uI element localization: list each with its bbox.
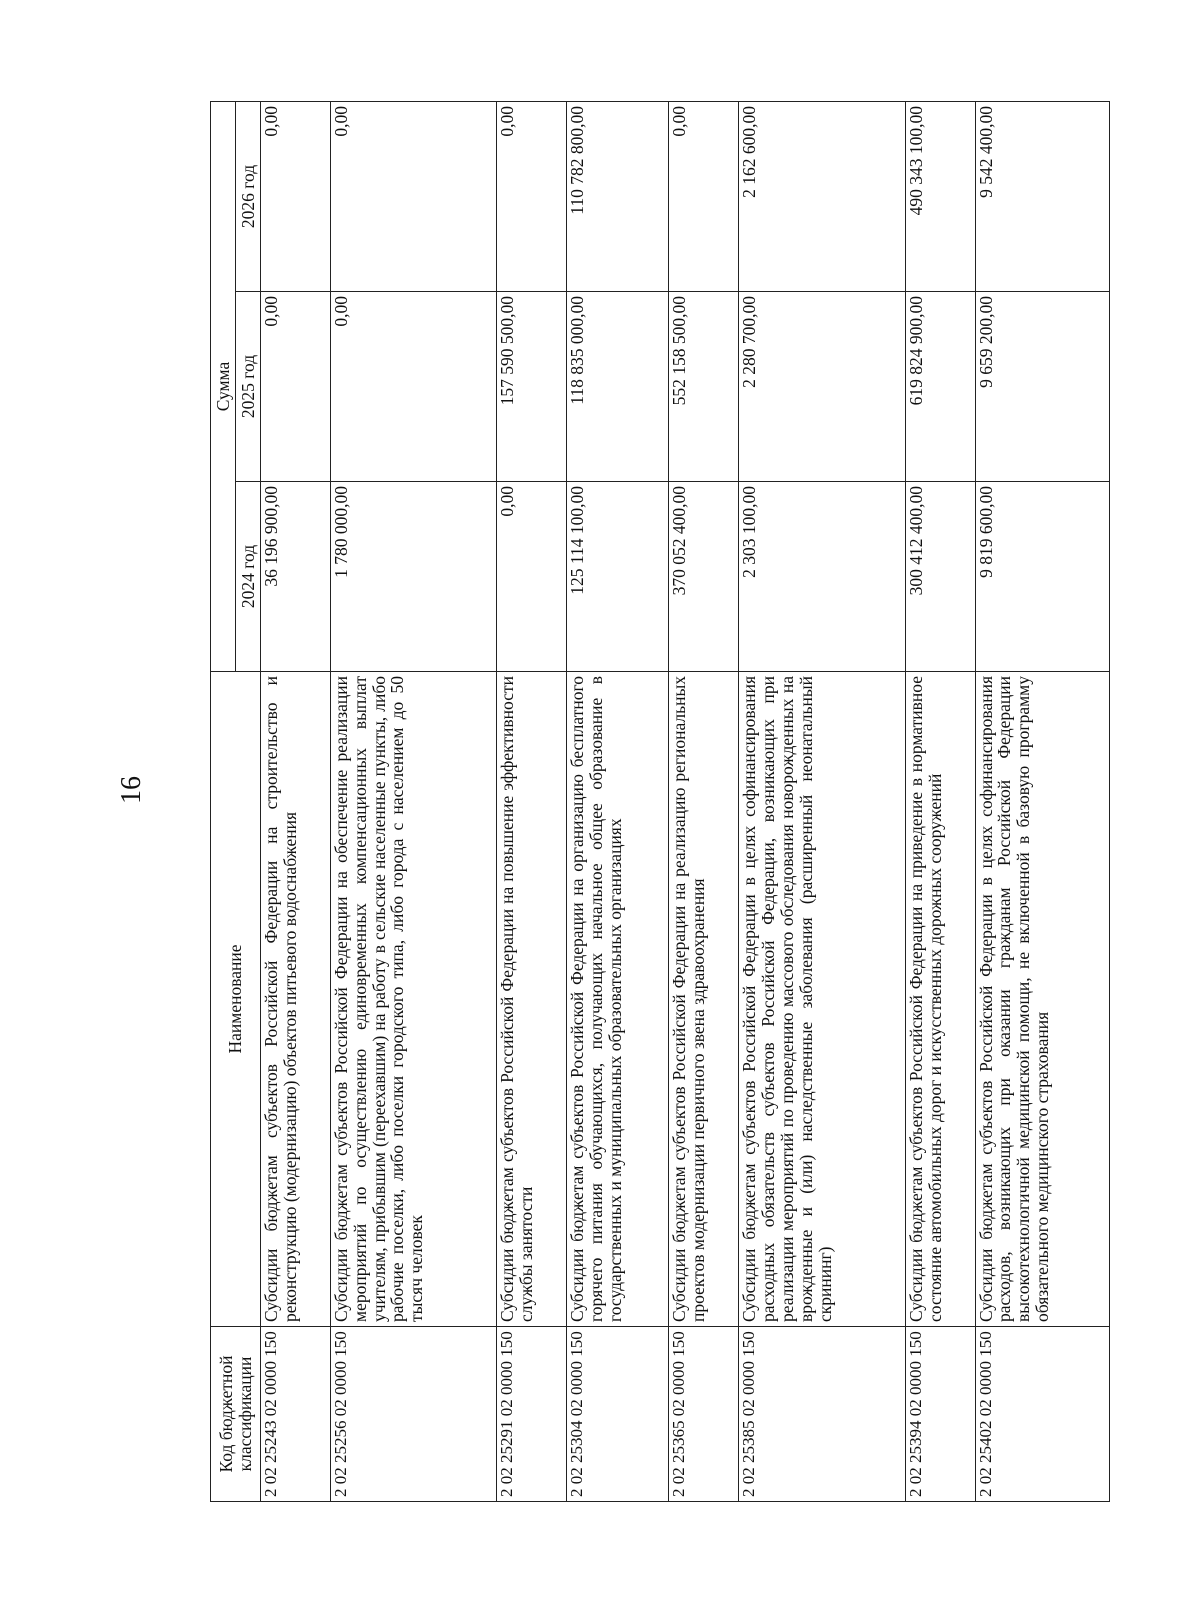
row-name: Субсидии бюджетам субъектов Российской Федерации на обеспечение реализации мероприятий по осуществлению единовременных компенсационных выплат учителям, прибывшим (переехавшим) на работу в сельские населенные пункты, либо рабочие поселки, либо поселки городского типа, либо города с населением до 50 тысяч человек bbox=[330, 672, 497, 1327]
row-code: 2 02 25291 02 0000 150 bbox=[497, 1327, 567, 1502]
row-code: 2 02 25256 02 0000 150 bbox=[330, 1327, 497, 1502]
row-sum-2025: 0,00 bbox=[330, 292, 497, 482]
row-sum-2026: 490 343 100,00 bbox=[905, 101, 975, 291]
row-sum-2026: 9 542 400,00 bbox=[975, 101, 1109, 291]
row-sum-2026: 2 162 600,00 bbox=[739, 101, 906, 291]
budget-table bbox=[210, 101, 1110, 1502]
row-name: Субсидии бюджетам субъектов Российской Федерации на приведение в нормативное состояние автомобильных дорог и искусственных дорожных сооружений bbox=[905, 672, 975, 1327]
row-code: 2 02 25385 02 0000 150 bbox=[739, 1327, 906, 1502]
row-sum-2024: 9 819 600,00 bbox=[975, 482, 1109, 672]
row-sum-2026: 0,00 bbox=[497, 101, 567, 291]
table-row bbox=[975, 101, 1109, 1501]
row-code: 2 02 25304 02 0000 150 bbox=[567, 1327, 669, 1502]
table-row bbox=[497, 101, 567, 1501]
budget-table-rotated bbox=[210, 102, 1110, 1502]
header-sum: Сумма bbox=[211, 101, 236, 671]
row-sum-2025: 2 280 700,00 bbox=[739, 292, 906, 482]
row-sum-2025: 619 824 900,00 bbox=[905, 292, 975, 482]
row-name: Субсидии бюджетам субъектов Российской Федерации на реализацию региональных проектов модернизации первичного звена здравоохранения bbox=[669, 672, 739, 1327]
row-sum-2024: 125 114 100,00 bbox=[567, 482, 669, 672]
row-name: Субсидии бюджетам субъектов Российской Федерации на повышение эффективности службы занятости bbox=[497, 672, 567, 1327]
row-sum-2024: 2 303 100,00 bbox=[739, 482, 906, 672]
page-number: 16 bbox=[116, 776, 147, 804]
row-sum-2024: 1 780 000,00 bbox=[330, 482, 497, 672]
row-sum-2024: 300 412 400,00 bbox=[905, 482, 975, 672]
header-year-2026: 2026 год bbox=[236, 101, 261, 291]
row-sum-2025: 552 158 500,00 bbox=[669, 292, 739, 482]
row-sum-2024: 370 052 400,00 bbox=[669, 482, 739, 672]
row-sum-2026: 0,00 bbox=[669, 101, 739, 291]
table-row bbox=[330, 101, 497, 1501]
row-sum-2026: 0,00 bbox=[330, 101, 497, 291]
header-code: Код бюджетной классификации bbox=[211, 1327, 261, 1502]
row-name: Субсидии бюджетам субъектов Российской Федерации в целях софинансирования расходных обязательств субъектов Российской Федерации, возникающих при реализации мероприятий по проведению массового обследования новорожденных на врожденные и (или) наследственные заболевания (расширенный неонатальный скрининг) bbox=[739, 672, 906, 1327]
table-row bbox=[669, 101, 739, 1501]
row-sum-2024: 0,00 bbox=[497, 482, 567, 672]
header-year-2024: 2024 год bbox=[236, 482, 261, 672]
row-sum-2026: 0,00 bbox=[261, 101, 331, 291]
row-code: 2 02 25365 02 0000 150 bbox=[669, 1327, 739, 1502]
table-row bbox=[261, 101, 331, 1501]
row-name: Субсидии бюджетам субъектов Российской Федерации на строительство и реконструкцию (модернизацию) объектов питьевого водоснабжения bbox=[261, 672, 331, 1327]
row-sum-2024: 36 196 900,00 bbox=[261, 482, 331, 672]
row-code: 2 02 25394 02 0000 150 bbox=[905, 1327, 975, 1502]
row-sum-2025: 118 835 000,00 bbox=[567, 292, 669, 482]
row-name: Субсидии бюджетам субъектов Российской Федерации в целях софинансирования расходов, возникающих при оказании гражданам Российской Федерации высокотехнологичной медицинской помощи, не включенной в базовую программу обязательного медицинского страхования bbox=[975, 672, 1109, 1327]
table-row bbox=[905, 101, 975, 1501]
row-sum-2025: 9 659 200,00 bbox=[975, 292, 1109, 482]
row-code: 2 02 25402 02 0000 150 bbox=[975, 1327, 1109, 1502]
table-row bbox=[567, 101, 669, 1501]
header-name: Наименование bbox=[211, 672, 261, 1327]
row-name: Субсидии бюджетам субъектов Российской Федерации на организацию бесплатного горячего питания обучающихся, получающих начальное общее образование в государственных и муниципальных образовательных организациях bbox=[567, 672, 669, 1327]
row-code: 2 02 25243 02 0000 150 bbox=[261, 1327, 331, 1502]
row-sum-2025: 157 590 500,00 bbox=[497, 292, 567, 482]
header-year-2025: 2025 год bbox=[236, 292, 261, 482]
row-sum-2025: 0,00 bbox=[261, 292, 331, 482]
table-row bbox=[739, 101, 906, 1501]
row-sum-2026: 110 782 800,00 bbox=[567, 101, 669, 291]
